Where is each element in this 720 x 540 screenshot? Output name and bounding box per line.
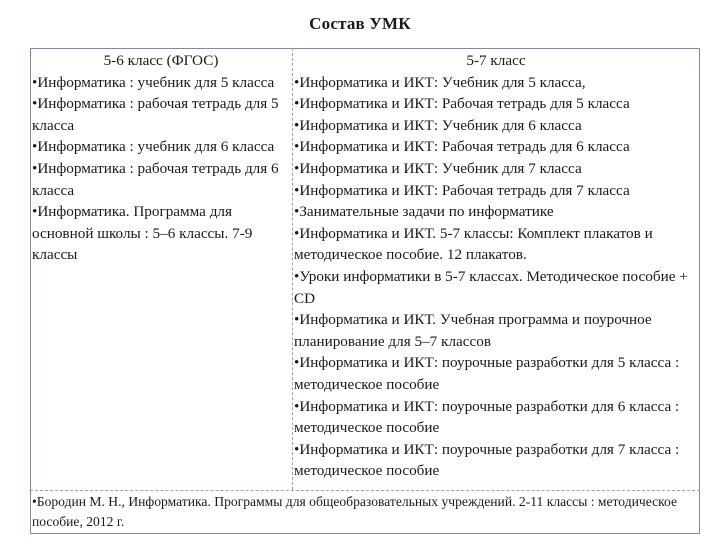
list-item: •Информатика и ИКТ: поурочные разработки для 5 класса : методическое пособие [294, 354, 680, 393]
list-item: •Информатика и ИКТ: поурочные разработки для 6 класса : методическое пособие [294, 397, 680, 437]
right-column-header: 5-7 класс [466, 52, 526, 69]
list-item: •Информатика. Программа для основной школы : 5–6 классы. 7-9 классы [32, 203, 253, 264]
list-item: •Информатика и ИКТ. Учебная программа и поурочное планирование для 5–7 классов [294, 311, 652, 350]
list-item: •Информатика и ИКТ. 5-7 классы: Комплект плакатов и методическое пособие. 12 плакатов. [294, 224, 653, 264]
footer-reference: •Бородин М. Н., Информатика. Программы для общеобразовательных учреждений. 2-11 классы : методическое пособие, 2012 г. [32, 494, 678, 529]
list-item: •Информатика и ИКТ: Учебник для 6 класса [294, 116, 582, 134]
list-item: •Информатика и ИКТ: Рабочая тетрадь для 6 класса [294, 138, 630, 156]
right-column [294, 50, 698, 482]
page-title: Состав УМК [309, 14, 411, 33]
list-item: •Информатика и ИКТ: поурочные разработки для 7 класса : методическое пособие [294, 440, 680, 480]
left-column-header: 5-6 класс (ФГОС) [103, 52, 219, 69]
list-item: •Занимательные задачи по информатике [294, 203, 554, 221]
list-item: •Информатика и ИКТ: Рабочая тетрадь для 7 класса [294, 181, 630, 199]
list-item: •Информатика : рабочая тетрадь для 5 класса [32, 95, 279, 134]
list-item: •Уроки информатики в 5-7 классах. Методическое пособие + CD [294, 267, 688, 307]
list-item: •Информатика : учебник для 5 класса [32, 73, 275, 91]
list-item: •Информатика и ИКТ: Учебник для 5 класса, [294, 73, 586, 91]
list-item: •Информатика и ИКТ: Учебник для 7 класса [294, 159, 582, 177]
column-divider [292, 48, 293, 490]
list-item: •Информатика и ИКТ: Рабочая тетрадь для 5 класса [294, 95, 630, 113]
footer-divider [30, 490, 700, 491]
list-item: •Информатика : рабочая тетрадь для 6 класса [32, 159, 279, 199]
left-column [32, 50, 290, 266]
list-item: •Информатика : учебник для 6 класса [32, 138, 275, 156]
